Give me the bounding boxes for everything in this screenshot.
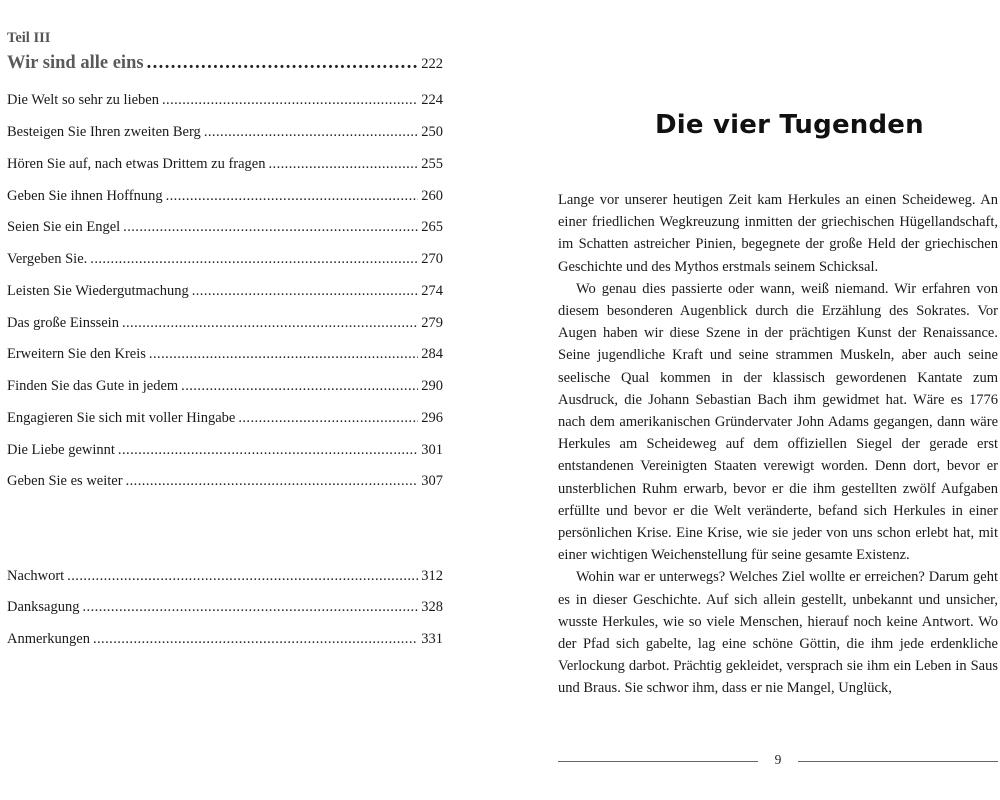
toc-leader-dots	[83, 599, 419, 616]
toc-entry-page: 296	[421, 410, 443, 426]
toc-entry[interactable]	[7, 124, 443, 141]
toc-leader-dots	[162, 92, 418, 109]
toc-entry[interactable]	[7, 219, 443, 236]
toc-leader-dots	[181, 378, 418, 395]
toc-entry-title: Anmerkungen	[7, 631, 90, 647]
toc-entry-page: 224	[421, 92, 443, 108]
toc-entry[interactable]	[7, 188, 443, 205]
toc-entry-title: Vergeben Sie.	[7, 251, 88, 267]
chapter-body	[558, 189, 998, 700]
chapter-title: Die vier Tugenden	[655, 110, 924, 140]
toc-entry-page: 328	[421, 599, 443, 615]
page-number: 9	[774, 752, 782, 767]
toc-back-matter-entry[interactable]	[7, 568, 443, 585]
toc-entry-page: 312	[421, 568, 443, 584]
toc-entry-title: Die Welt so sehr zu lieben	[7, 92, 159, 108]
toc-entry-title: Das große Einssein	[7, 315, 119, 331]
toc-leader-dots	[118, 442, 418, 459]
toc-entry[interactable]	[7, 442, 443, 459]
toc-leader-dots	[238, 410, 418, 427]
toc-part-page: 222	[421, 56, 443, 72]
toc-entry-page: 274	[421, 283, 443, 299]
toc-entry-page: 255	[421, 156, 443, 172]
toc-entry[interactable]	[7, 410, 443, 427]
toc-entry-page: 301	[421, 442, 443, 458]
toc-entry-title: Erweitern Sie den Kreis	[7, 346, 146, 362]
footer-rule-left	[558, 761, 758, 762]
toc-leader-dots	[149, 346, 418, 363]
toc-entry[interactable]	[7, 156, 443, 173]
toc-leader-dots	[204, 124, 418, 141]
toc-back-matter-entry[interactable]	[7, 599, 443, 616]
toc-entry-page: 307	[421, 473, 443, 489]
toc-entry[interactable]	[7, 92, 443, 109]
toc-entry-title: Leisten Sie Wiedergutmachung	[7, 283, 189, 299]
toc-leader-dots	[268, 156, 418, 173]
toc-leader-dots	[192, 283, 419, 300]
toc-back-matter-entry[interactable]	[7, 631, 443, 648]
toc-entry[interactable]	[7, 378, 443, 395]
toc-leader-dots	[123, 219, 418, 236]
toc-entry-title: Besteigen Sie Ihren zweiten Berg	[7, 124, 201, 140]
toc-entry-page: 260	[421, 188, 443, 204]
toc-part-label: Teil III	[7, 30, 51, 46]
toc-entry-page: 290	[421, 378, 443, 394]
toc-entry[interactable]	[7, 473, 443, 490]
toc-leader-dots	[67, 568, 418, 585]
toc-entry-title: Geben Sie es weiter	[7, 473, 123, 489]
toc-entry-title: Geben Sie ihnen Hoffnung	[7, 188, 163, 204]
toc-entry-page: 279	[421, 315, 443, 331]
toc-entry-title: Engagieren Sie sich mit voller Hingabe	[7, 410, 236, 426]
toc-entry-title: Die Liebe gewinnt	[7, 442, 115, 458]
toc-entry-page: 331	[421, 631, 443, 647]
toc-entry-page: 284	[421, 346, 443, 362]
toc-entry-title: Hören Sie auf, nach etwas Drittem zu fragen	[7, 156, 266, 172]
chapter-page	[500, 0, 1000, 800]
toc-entry-title: Danksagung	[7, 599, 80, 615]
toc-leader-dots	[147, 53, 419, 74]
toc-entry[interactable]	[7, 283, 443, 300]
toc-part-heading[interactable]	[7, 53, 443, 74]
body-paragraph: Lange vor unserer heutigen Zeit kam Herkules an einen Scheideweg. An einer friedlichen Wegkreuzung inmitten der griechischen Hügellandschaft, im Schatten astreicher Pinien, begegnete der große Held der griechischen Geschichte und des Mythos erstmals seinem Schicksal.	[558, 192, 998, 275]
toc-leader-dots	[122, 315, 418, 332]
toc-entry-page: 270	[421, 251, 443, 267]
footer-rule-right	[798, 761, 998, 762]
toc-entry-title: Seien Sie ein Engel	[7, 219, 121, 235]
toc-entry[interactable]	[7, 315, 443, 332]
toc-leader-dots	[126, 473, 419, 490]
toc-leader-dots	[90, 251, 418, 268]
toc-part-title: Wir sind alle eins	[7, 53, 144, 73]
toc-entry-title: Finden Sie das Gute in jedem	[7, 378, 179, 394]
toc-entry-page: 265	[421, 219, 443, 235]
toc-leader-dots	[166, 188, 419, 205]
toc-entry-title: Nachwort	[7, 568, 65, 584]
toc-leader-dots	[93, 631, 418, 648]
toc-entry[interactable]	[7, 346, 443, 363]
body-paragraph: Wo genau dies passierte oder wann, weiß niemand. Wir erfahren von diesem besonderen Augenblick durch die Erzählung des Sokrates. Vor Augen haben wir diese Szene in der prächtigen Kunst der Renaissance. Seine jugendliche Kraft und seine strammen Muskeln, aber auch seine seelische Qual kommen in der klassisch gewordenen Kantate zum Ausdruck, die Johann Sebastian Bach ihm gewidmet hat. Wäre es 1776 nach dem amerikanischen Gründervater John Adams gegangen, dann wäre Herkules am Scheideweg auf dem offiziellen Siegel der gerade erst entstandenen Vereinigten Staaten verewigt worden. Denn dort, bevor er unsterblichen Ruhm erwarb, bevor er die ihm gestellten zwölf Aufgaben erfüllte und bevor er die Welt veränderte, befand sich Herkules in einer persönlichen Krise. Eine Krise, wie sie jeder von uns schon erlebt hat, mit einer wichtigen Weichenstellung für seine gesamte Existenz.	[558, 280, 998, 564]
toc-entry-page: 250	[421, 124, 443, 140]
body-paragraph: Wohin war er unterwegs? Welches Ziel wollte er erreichen? Darum geht es in dieser Geschichte. Auf sich allein gestellt, unbekannt und unsicher, wusste Herkules, wie so viele Menschen, hierauf noch keine Antwort. Wo der Pfad sich gabelte, lag eine schöne Göttin, die ihm jede erdenkliche Verlockung darbot. Prächtig gekleidet, versprach sie ihm ein Leben in Saus und Braus. Sie schwor ihm, dass er nie Mangel, Unglück,	[558, 569, 998, 697]
toc-entry[interactable]	[7, 251, 443, 268]
